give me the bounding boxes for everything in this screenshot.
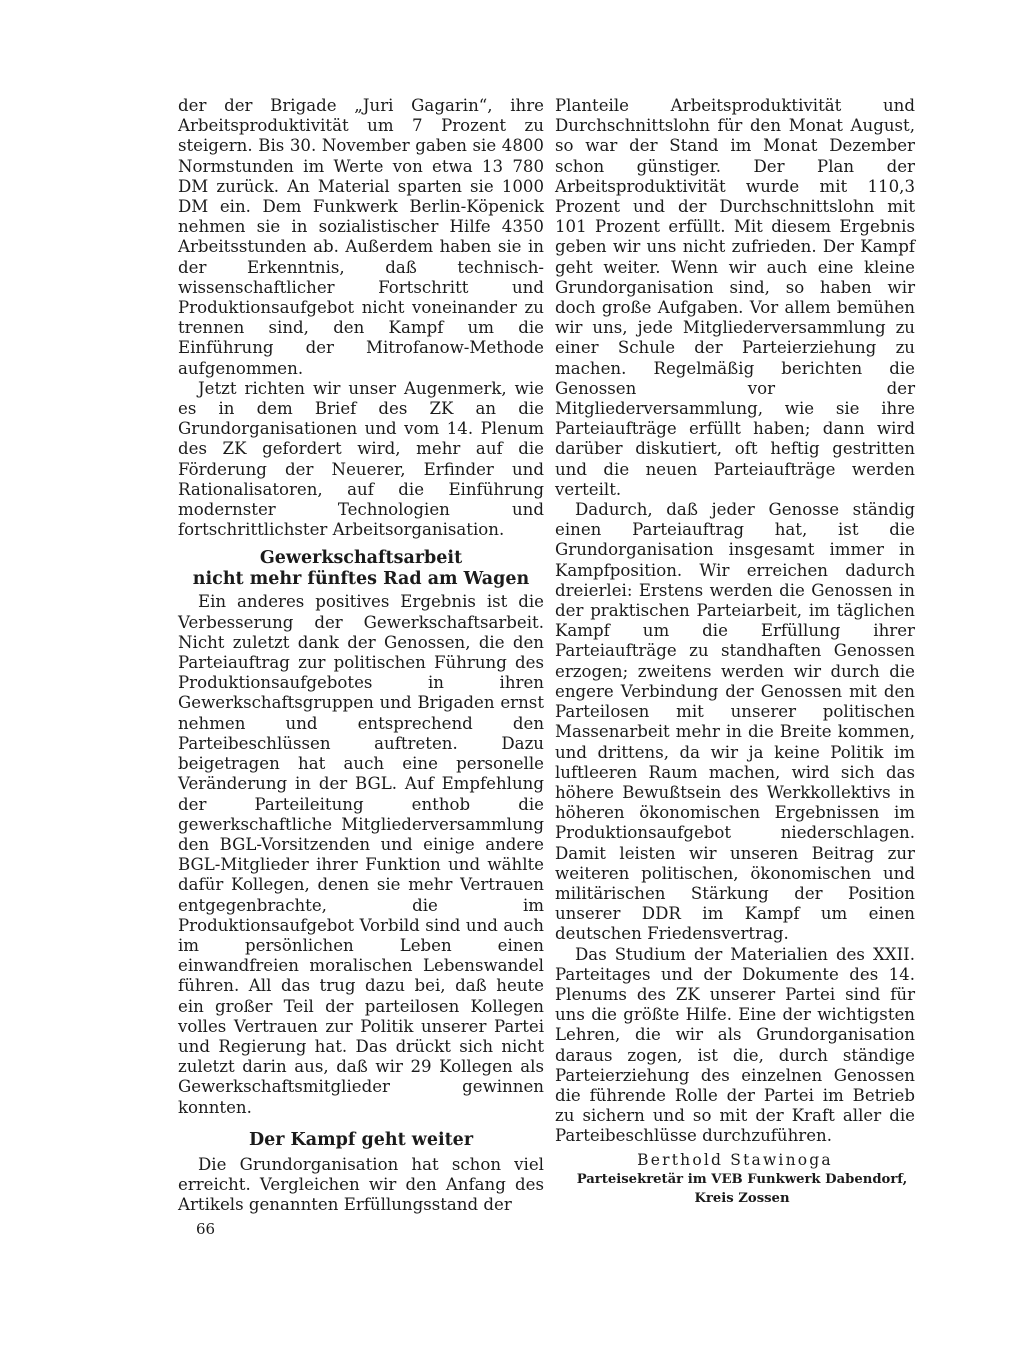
left-column xyxy=(178,96,544,1215)
paragraph: Dadurch, daß jeder Genosse ständig einen Parteiauftrag hat, ist die Grundorganisation insgesamt immer in Kampfposition. Wir erreichen dadurch dreierlei: Erstens werden die Genossen in der praktischen Parteiarbeit, im täglichen Kampf um die Erfüllung ihrer Parteiaufträge zu standhaften Genossen erzogen; zweitens werden wir durch die engere Verbindung der Genossen mit den Parteilosen mit unserer politischen Massenarbeit mehr in die Breite kommen, und drittens, da wir ja keine Politik im luftleeren Raum machen, wird sich das höhere Bewußtsein des Werkkollektivs in höheren ökonomischen Ergebnissen im Produktionsaufgebot niederschlagen. Damit leisten wir unseren Beitrag zur weiteren politischen, ökonomischen und militärischen Stärkung der Position unserer DDR im Kampf um einen deutschen Friedensvertrag. xyxy=(555,500,915,944)
paragraph: Jetzt richten wir unser Augenmerk, wie es in dem Brief des ZK an die Grundorganisationen und vom 14. Plenum des ZK gefordert wird, mehr auf die Förderung der Neuerer, Erfinder und Rationalisatoren, auf die Einführung modernster Technologien und fortschrittlichster Arbeitsorganisation. xyxy=(178,378,544,540)
paragraph: der der Brigade „Juri Gagarin“, ihre Arbeitsproduktivität um 7 Prozent zu steigern. Bis 30. November gaben sie 4800 Normstunden im Werte von etwa 13 780 DM zurück. An Material sparten sie 1000 DM ein. Dem Funkwerk Berlin-Köpenick nehmen sie in sozialistischer Hilfe 4350 Arbeitsstunden ab. Außerdem haben sie in der Erkenntnis, daß technisch-wissenschaftlicher Fortschritt und Produktionsaufgebot nicht voneinander zu trennen sind, den Kampf um die Einführung der Mitrofanow-Methode aufgenommen. xyxy=(178,96,544,378)
author-name: Berthold Stawinoga xyxy=(637,1150,833,1169)
page-number: 66 xyxy=(196,1220,216,1238)
heading-line: Gewerkschaftsarbeit xyxy=(259,548,463,569)
paragraph: Planteile Arbeitsproduktivität und Durchschnittslohn für den Monat August, so war der Stand im Monat Dezember schon günstiger. Der Plan der Arbeitsproduktivität wurde mit 110,3 Prozent und der Durchschnittslohn mit 101 Prozent erfüllt. Mit diesem Ergebnis geben wir uns nicht zufrieden. Der Kampf geht weiter. Wenn wir auch eine kleine Grundorganisation sind, so haben wir doch große Aufgaben. Vor allem bemühen wir uns, jede Mitgliederversammlung zu einer Schule der Parteierziehung zu machen. Regelmäßig berichten die Genossen vor der Mitgliederversammlung, wie sie ihre Parteiaufträge erfüllt haben; dann wird darüber diskutiert, oft heftig gestritten und die neuen Parteiaufträge werden verteilt. xyxy=(555,96,915,499)
author-location: Kreis Zossen xyxy=(694,1190,790,1206)
paragraph: Die Grundorganisation hat schon viel erreicht. Vergleichen wir den Anfang des Artikels genannten Erfüllungsstand der xyxy=(178,1154,544,1215)
signature-block xyxy=(555,1150,915,1208)
paragraph: Ein anderes positives Ergebnis ist die Verbesserung der Gewerkschaftsarbeit. Nicht zuletzt dank der Genossen, die den Parteiauftrag zur politischen Führung des Produktionsaufgebotes in ihren Gewerkschaftsgruppen und Brigaden ernst nehmen und entsprechend den Parteibeschlüssen auftreten. Dazu beigetragen hat auch eine personelle Veränderung in der BGL. Auf Empfehlung der Parteileitung enthob die gewerkschaftliche Mitgliederversammlung den BGL-Vorsitzenden und einige andere BGL-Mitglieder ihrer Funktion und wählte dafür Kollegen, denen sie mehr Vertrauen entgegenbrachte, die im Produktionsaufgebot Vorbild sind und auch im persönlichen Leben einen einwandfreien moralischen Lebenswandel führen. All das trug dazu bei, daß heute ein großer Teil der parteilosen Kollegen volles Vertrauen zur Politik unserer Partei und Regierung hat. Das drückt sich nicht zuletzt darin aus, daß wir 29 Kollegen als Gewerkschaftsmitglieder gewinnen konnten. xyxy=(178,592,544,1117)
author-role: Parteisekretär im VEB Funkwerk Dabendorf, xyxy=(576,1171,908,1187)
right-column xyxy=(555,96,915,1208)
section-heading-kampf: Der Kampf geht weiter xyxy=(248,1129,474,1150)
heading-line: nicht mehr fünftes Rad am Wagen xyxy=(192,569,530,590)
section-heading-gewerkschaftsarbeit xyxy=(178,548,544,590)
paragraph: Das Studium der Materialien des XXII. Parteitages und der Dokumente des 14. Plenums des ZK unserer Partei sind für uns die größte Hilfe. Eine der wichtigsten Lehren, die wir als Grundorganisation daraus zogen, ist die, durch ständige Parteierziehung des einzelnen Genossen die führende Rolle der Partei im Betrieb zu sichern und so mit der Kraft aller die Parteibeschlüsse durchzuführen. xyxy=(555,944,915,1146)
